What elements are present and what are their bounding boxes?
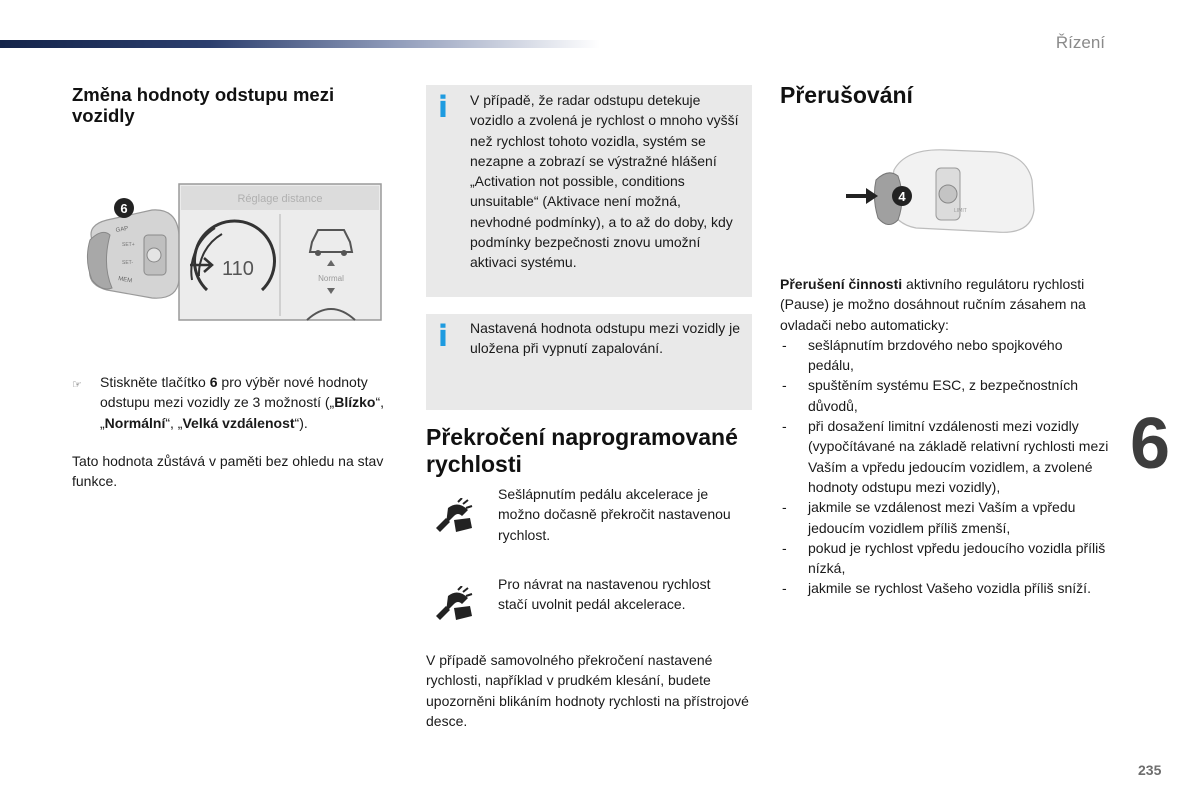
list-item: - sešlápnutím brzdového nebo spojkového pedálu, bbox=[780, 335, 1110, 376]
header-gradient-bar bbox=[0, 40, 600, 48]
pedal-press-text: Sešlápnutím pedálu akcelerace je možno dočasně překročit nastavenou rychlost. bbox=[498, 486, 731, 543]
list-item: - jakmile se vzdálenost mezi Vaším a vpředu jedoucím vozidlem příliš zmenší, bbox=[780, 497, 1110, 538]
foot-releasing-pedal-icon bbox=[432, 586, 478, 626]
gap-display-screen bbox=[179, 184, 381, 320]
pause-body bbox=[780, 274, 1110, 599]
chapter-number: 6 bbox=[1130, 404, 1171, 484]
gap-setting-title: Změna hodnoty odstupu mezi vozidly bbox=[72, 84, 335, 126]
cruise-control-lever-icon bbox=[87, 210, 179, 298]
pause-title: Přerušování bbox=[780, 82, 913, 108]
info-box-memory bbox=[426, 314, 752, 410]
callout-6-icon bbox=[114, 198, 134, 218]
callout-4-label: 4 bbox=[898, 189, 906, 204]
pedal-release-text: Pro návrat na nastavenou rychlost stačí uvolnit pedál akcelerace. bbox=[498, 576, 711, 613]
svg-text:SET+: SET+ bbox=[122, 242, 135, 248]
screen-title: Réglage distance bbox=[237, 193, 323, 205]
overspeed-title: Překročení naprogramované rychlosti bbox=[426, 424, 738, 477]
list-item: - spuštěním systému ESC, z bezpečnostních důvodů, bbox=[780, 375, 1110, 416]
gap-bullet bbox=[72, 372, 384, 491]
info-box-radar bbox=[426, 85, 752, 297]
speed-value: 110 bbox=[222, 258, 254, 280]
overspeed-note bbox=[426, 650, 752, 731]
info-icon: i bbox=[438, 90, 448, 124]
foot-pressing-pedal-icon bbox=[432, 498, 478, 538]
gap-instruction: ☞ Stiskněte tlačítko 6 pro výběr nové hodnoty odstupu mezi vozidly ze 3 možností („Blízko“, „Normální“, „Velká vzdálenost“). bbox=[72, 374, 385, 431]
overspeed-warning-text: V případě samovolného překročení nastavené rychlosti, například v prudkém klesání, budete upozorněni blikáním hodnoty rychlosti na přístrojové desce. bbox=[426, 652, 749, 729]
gap-setting-figure bbox=[82, 180, 382, 322]
svg-text:LIMIT: LIMIT bbox=[954, 208, 967, 214]
svg-text:SET-: SET- bbox=[122, 260, 134, 266]
pause-intro: Přerušení činnosti aktivního regulátoru rychlosti (Pause) je možno dosáhnout ručním zásahem na ovladači nebo automaticky: bbox=[780, 276, 1086, 333]
gap-memory-note: Tato hodnota zůstává v paměti bez ohledu na stav funkce. bbox=[72, 452, 384, 490]
svg-text:GAP: GAP bbox=[115, 225, 129, 234]
info-icon: i bbox=[438, 319, 448, 353]
callout-6-label: 6 bbox=[120, 201, 128, 216]
steering-lever-display-illustration bbox=[82, 180, 382, 322]
svg-text:MEM: MEM bbox=[117, 276, 133, 285]
pause-conditions-list bbox=[780, 335, 1110, 599]
callout-4-icon bbox=[892, 186, 912, 206]
info-memory-text: Nastavená hodnota odstupu mezi vozidly je uložena při vypnutí zapalování. bbox=[470, 320, 741, 357]
column-gap-setting bbox=[72, 84, 382, 126]
pointer-arrow-icon: ☞ bbox=[72, 379, 82, 391]
pause-figure bbox=[836, 140, 1046, 240]
pause-section bbox=[780, 82, 1100, 109]
list-item: - při dosažení limitní vzdálenosti mezi vozidly (vypočítávané na základě relativní rychlosti mezi Vaším a vpředu jedoucím vozidlem, a zvolené hodnoty odstupu mezi vozidly), bbox=[780, 416, 1110, 497]
mode-label: Normal bbox=[318, 274, 344, 283]
list-item: - pokud je rychlost vpředu jedoucího vozidla příliš nízká, bbox=[780, 538, 1110, 579]
lever-pause-illustration bbox=[836, 140, 1046, 240]
section-title: Řízení bbox=[1055, 33, 1105, 52]
page-number: 235 bbox=[1138, 762, 1162, 778]
info-radar-text: V případě, že radar odstupu detekuje vozidlo a zvolená je rychlost o mnoho vyšší než rychlost tohoto vozidla, systém se nezapne a zobrazí se výstražné hlášení „Activation not possible, conditions unsuitable“ (Aktivace není možná, nevhodné podmínky), a to až do doby, kdy podmínky bezpečnosti znovu umožní aktivaci systému. bbox=[470, 92, 739, 271]
list-item: - jakmile se rychlost Vašeho vozidla příliš sníží. bbox=[780, 578, 1110, 598]
overspeed-section bbox=[426, 424, 756, 478]
